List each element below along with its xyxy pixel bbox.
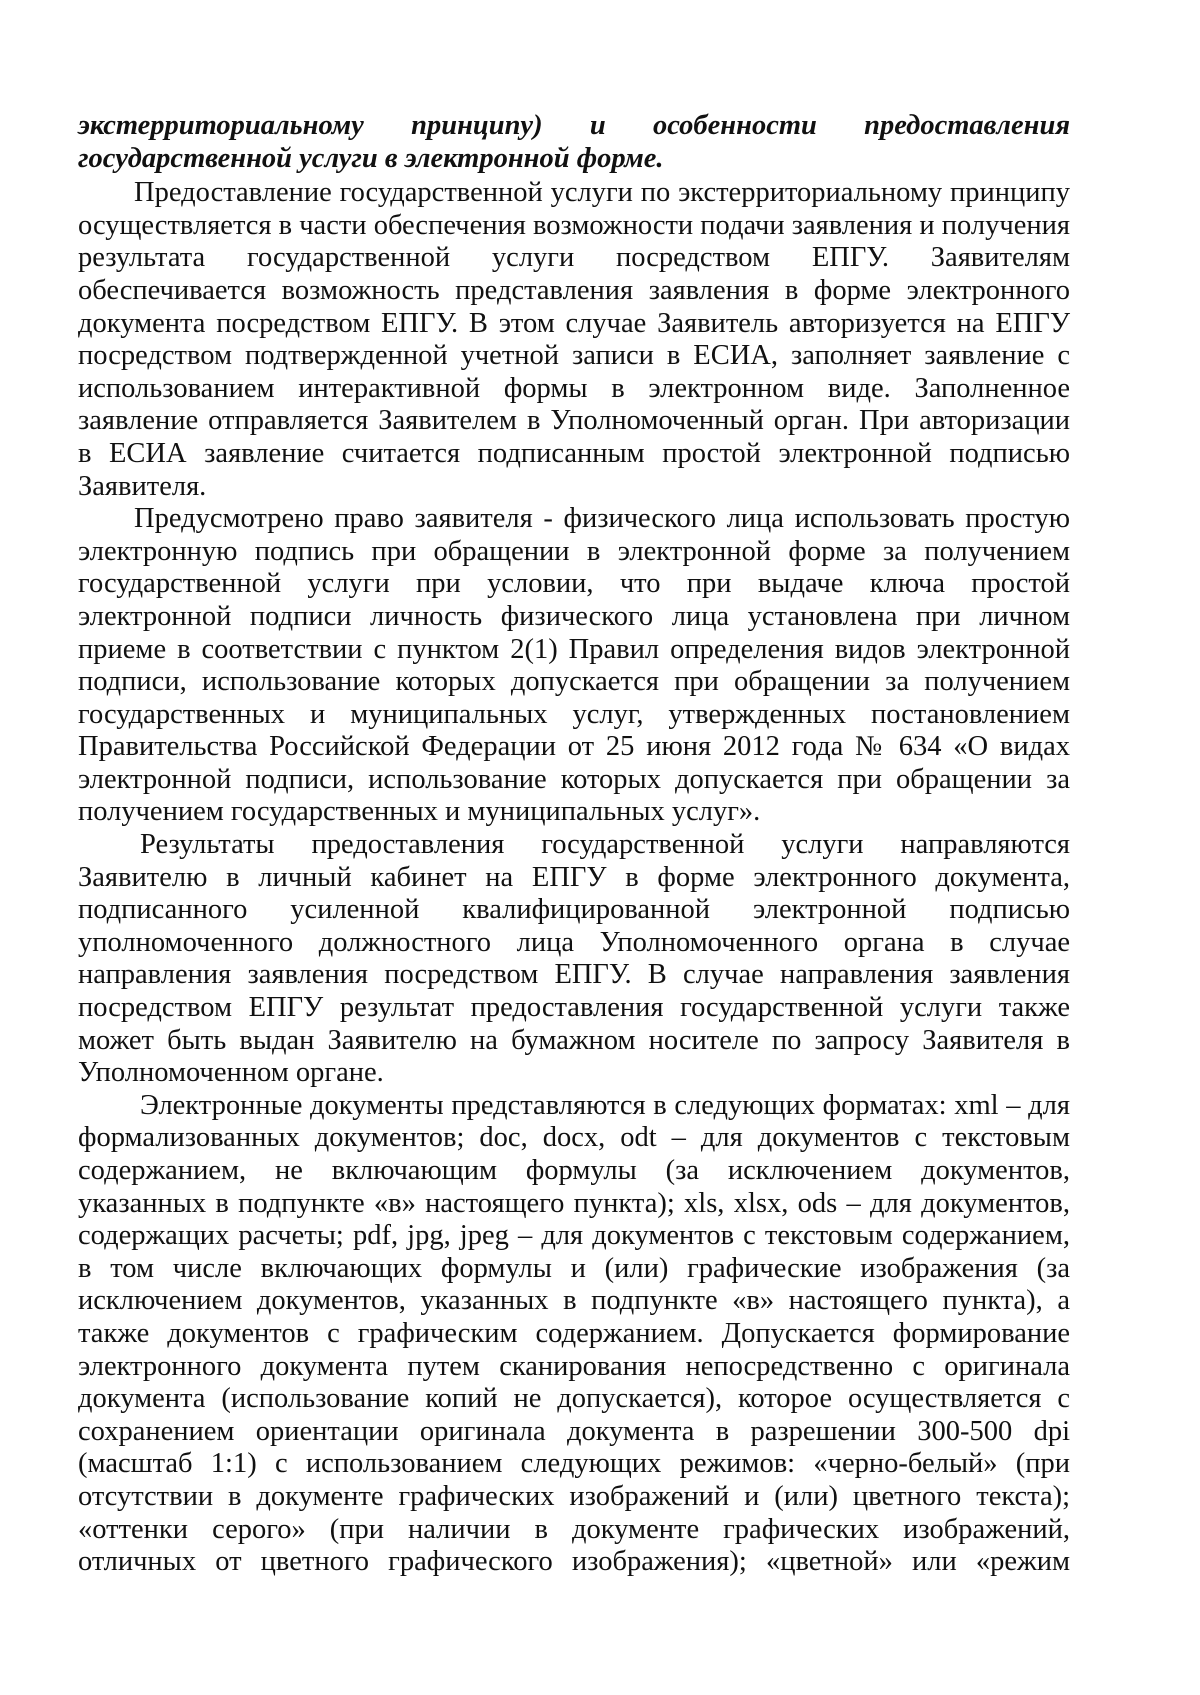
paragraph-results: Результаты предоставления государственной услуги направляются Заявителю в личный кабинет на ЕПГУ в форме электронного документа, подписанного усиленной квалифицированной электронной подписью уполномоченного должностного лица Уполномоченного органа в случае направления заявления посредством ЕПГУ. В случае направления заявления посредством ЕПГУ результат предоставления государственной услуги также может быть выдан Заявителю на бумажном носителе по запросу Заявителя в Уполномоченном органе.	[78, 829, 1070, 1089]
paragraph-simple-signature: Предусмотрено право заявителя - физического лица использовать простую электронную подпись при обращении в электронной форме за получением государственной услуги при условии, что при выдаче ключа простой электронной подписи личность физического лица установлена при личном приеме в соответствии с пунктом 2(1) Правил определения видов электронной подписи, использование которых допускается при обращении за получением государственных и муниципальных услуг, утвержденных постановлением Правительства Российской Федерации от 25 июня 2012 года № 634 «О видах электронной подписи, использование которых допускается при обращении за получением государственных и муниципальных услуг».	[78, 503, 1070, 828]
section-heading-line-1: экстерриториальному принципу) и особенности предоставления	[78, 110, 1070, 141]
section-heading	[78, 110, 1070, 175]
document-page	[78, 110, 1070, 1579]
paragraph-formats: Электронные документы представляются в следующих форматах: xml – для формализованных документов; doc, docx, odt – для документов с текстовым содержанием, не включающим формулы (за исключением документов, указанных в подпункте «в» настоящего пункта); xls, xlsx, ods – для документов, содержащих расчеты; pdf, jpg, jpeg – для документов с текстовым содержанием, в том числе включающих формулы и (или) графические изображения (за исключением документов, указанных в подпункте «в» настоящего пункта), а также документов с графическим содержанием. Допускается формирование электронного документа путем сканирования непосредственно с оригинала документа (использование копий не допускается), которое осуществляется с сохранением ориентации оригинала документа в разрешении 300-500 dpi (масштаб 1:1) с использованием следующих режимов: «черно-белый» (при отсутствии в документе графических изображений и (или) цветного текста); «оттенки серого» (при наличии в документе графических изображений, отличных от цветного графического изображения); «цветной» или «режим	[78, 1089, 1070, 1578]
section-heading-line-2: государственной услуги в электронной форме.	[78, 142, 664, 174]
paragraph-extraterritorial: Предоставление государственной услуги по экстерриториальному принципу осуществляется в части обеспечения возможности подачи заявления и получения результата государственной услуги посредством ЕПГУ. Заявителям обеспечивается возможность представления заявления в форме электронного документа посредством ЕПГУ. В этом случае Заявитель авторизуется на ЕПГУ посредством подтвержденной учетной записи в ЕСИА, заполняет заявление с использованием интерактивной формы в электронном виде. Заполненное заявление отправляется Заявителем в Уполномоченный орган. При авторизации в ЕСИА заявление считается подписанным простой электронной подписью Заявителя.	[78, 177, 1070, 502]
